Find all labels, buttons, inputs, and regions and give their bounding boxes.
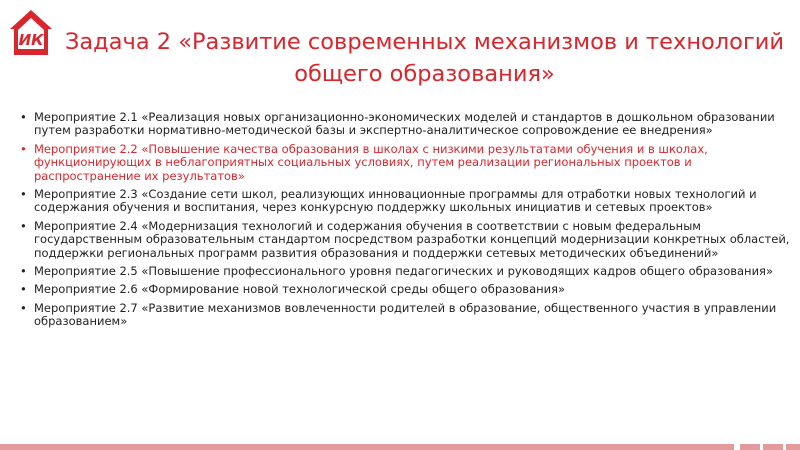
list-item: • Мероприятие 2.6 «Формирование новой технологической среды общего образования» bbox=[20, 282, 566, 297]
footer-bar bbox=[0, 444, 800, 450]
item-text: Мероприятие 2.6 «Формирование новой технологической среды общего образования» bbox=[34, 282, 566, 297]
footer-square-3 bbox=[786, 444, 800, 450]
logo-text: ИК bbox=[18, 31, 44, 49]
slide-title: Задача 2 «Развитие современных механизмов и технологий общего образования» bbox=[64, 29, 785, 87]
list-item: • Мероприятие 2.5 «Повышение профессионального уровня педагогических и руководящих кадров общего образования» bbox=[20, 264, 774, 279]
item-text: Мероприятие 2.1 «Реализация новых организационно-экономических моделей и стандартов в дошкольном образовании путем разработки нормативно-методической базы и экспертно-аналитическое сопровождение ее внедрения» bbox=[34, 110, 775, 138]
list-item: • Мероприятие 2.7 «Развитие механизмов вовлеченности родителей в образование, общественного участия в управлении образованием» bbox=[20, 300, 777, 329]
list-item: • Мероприятие 2.2 «Повышение качества образования в школах с низкими результатами обучения и в школах, функционирующих в неблагоприятных социальных условиях, путем реализации региональных проектов и распространение их результатов» bbox=[20, 141, 708, 183]
item-text: Мероприятие 2.3 «Создание сети школ, реализующих инновационные программы для отработки новых технологий и содержания обучения и воспитания, через конкурсную поддержку школьных инициатив и сетевых проектов» bbox=[34, 187, 757, 215]
footer-square-2 bbox=[763, 444, 783, 450]
list-item: • Мероприятие 2.4 «Модернизация технологий и содержания обучения в соответствии с новым федеральным государственным образовательным стандартом посредством разработки концепций модернизации конкретных областей, поддержки региональных программ развития образования и поддержки сетевых методических объединений» bbox=[20, 218, 790, 260]
item-text: Мероприятие 2.5 «Повышение профессионального уровня педагогических и руководящих кадров общего образования» bbox=[34, 264, 774, 279]
item-text: Мероприятие 2.7 «Развитие механизмов вовлеченности родителей в образование, общественного участия в управлении образованием» bbox=[34, 300, 777, 329]
organization-logo bbox=[8, 8, 54, 58]
list-item: • Мероприятие 2.3 «Создание сети школ, реализующих инновационные программы для отработки новых технологий и содержания обучения и воспитания, через конкурсную поддержку школьных инициатив и сетевых проектов» bbox=[20, 187, 757, 215]
footer-stripe bbox=[0, 444, 734, 450]
activity-list bbox=[20, 111, 790, 334]
item-text: Мероприятие 2.2 «Повышение качества образования в школах с низкими результатами обучения и в школах, функционирующих в неблагоприятных социальных условиях, путем реализации региональных проектов и распространение их результатов» bbox=[34, 141, 708, 183]
footer-square-1 bbox=[740, 444, 760, 450]
list-item: • Мероприятие 2.1 «Реализация новых организационно-экономических моделей и стандартов в дошкольном образовании путем разработки нормативно-методической базы и экспертно-аналитическое сопровождение ее внедрения» bbox=[20, 110, 775, 138]
item-text: Мероприятие 2.4 «Модернизация технологий и содержания обучения в соответствии с новым федеральным государственным образовательным стандартом посредством разработки концепций модернизации конкретных областей, поддержки региональных программ развития образования и поддержки сетевых методических объединений» bbox=[34, 218, 790, 260]
